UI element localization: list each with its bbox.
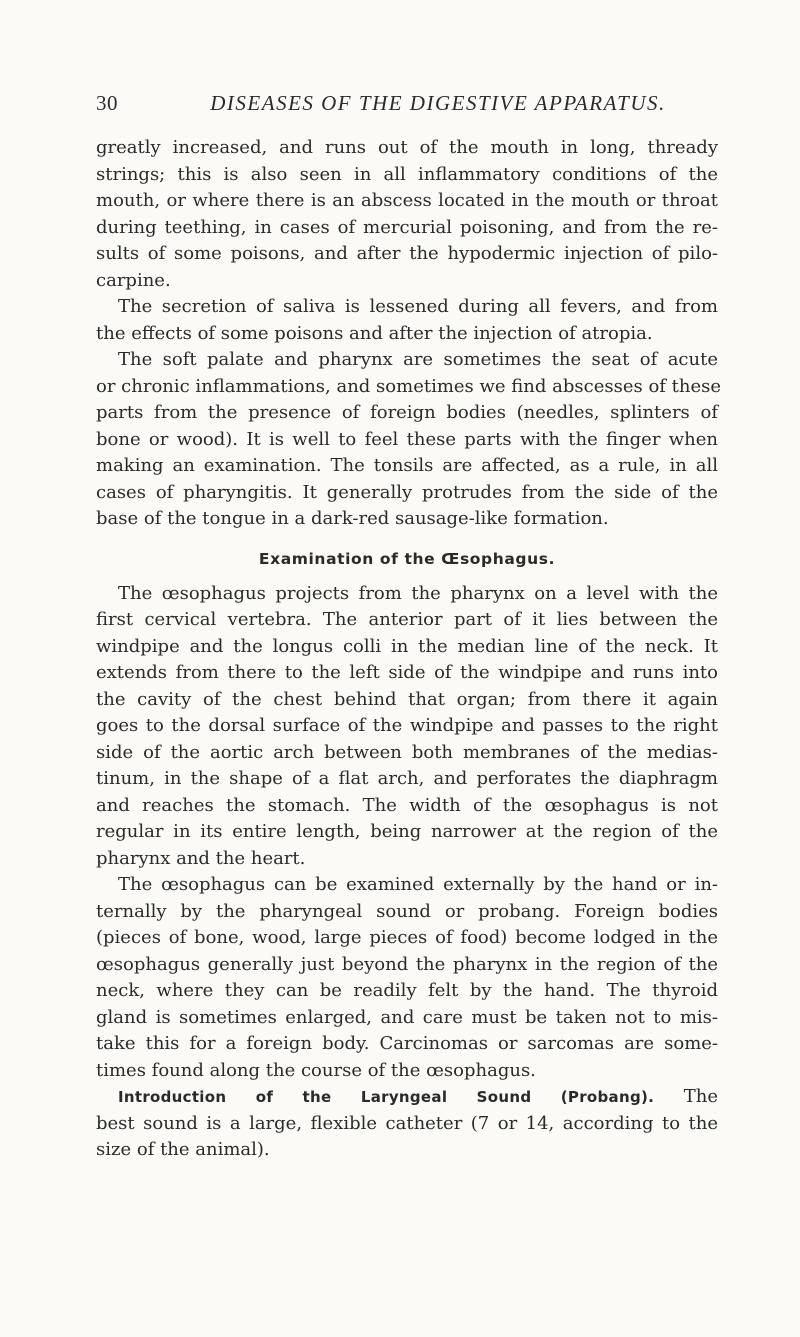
text-line: mouth, or where there is an abscess located in the mouth or throat: [96, 190, 718, 211]
text-line: œsophagus generally just beyond the pharynx in the region of the: [96, 953, 718, 975]
text-fragment: The: [683, 1086, 718, 1107]
text-line: gland is sometimes enlarged, and care must be taken not to mis-: [96, 1006, 718, 1028]
paragraph-probang: [96, 1084, 718, 1164]
text-line: The œsophagus can be examined externally by the hand or in-: [118, 874, 718, 895]
text-line: during teething, in cases of mercurial poisoning, and from the re-: [96, 216, 718, 238]
text-line: regular in its entire length, being narrower at the region of the: [96, 821, 718, 842]
text-line: tinum, in the shape of a flat arch, and perforates the diaphragm: [96, 768, 718, 789]
text-line: take this for a foreign body. Carcinomas or sarcomas are some-: [96, 1033, 718, 1054]
text-line: size of the animal).: [96, 1139, 270, 1160]
text-line: the effects of some poisons and after the injection of atropia.: [96, 322, 653, 344]
text-line: parts from the presence of foreign bodies (needles, splinters of: [96, 402, 718, 423]
text-line: windpipe and the longus colli in the median line of the neck. It: [96, 635, 718, 657]
paragraph-saliva-lessened: [96, 294, 718, 347]
text-line: carpine.: [96, 269, 171, 291]
text-line: cases of pharyngitis. It generally protrudes from the side of the: [96, 481, 718, 503]
paragraph-oesophagus-anatomy: [96, 581, 718, 873]
text-line: neck, where they can be readily felt by the hand. The thyroid: [96, 980, 718, 1001]
text-line: greatly increased, and runs out of the mouth in long, thready: [96, 137, 718, 158]
text-line: making an examination. The tonsils are affected, as a rule, in all: [96, 455, 718, 476]
text-line: (pieces of bone, wood, large pieces of food) become lodged in the: [96, 927, 718, 948]
text-line: The soft palate and pharynx are sometimes the seat of acute: [118, 349, 718, 370]
text-line: the cavity of the chest behind that organ; from there it again: [96, 688, 718, 710]
text-line: sults of some poisons, and after the hypodermic injection of pilo-: [96, 243, 718, 264]
text-line: first cervical vertebra. The anterior part of it lies between the: [96, 609, 718, 630]
text-line: bone or wood). It is well to feel these parts with the finger when: [96, 428, 718, 450]
running-title: DISEASES OF THE DIGESTIVE APPARATUS.: [210, 91, 666, 115]
paragraph-soft-palate: [96, 347, 722, 533]
text-line: goes to the dorsal surface of the windpipe and passes to the right: [96, 715, 718, 736]
run-in-heading: Introduction of the Laryngeal Sound (Probang).: [118, 1088, 655, 1106]
text-line: and reaches the stomach. The width of the œsophagus is not: [96, 794, 718, 816]
text-line: [96, 1084, 718, 1111]
text-line: or chronic inflammations, and sometimes we find abscesses of these: [96, 375, 722, 397]
text-line: strings; this is also seen in all inflammatory conditions of the: [96, 163, 718, 185]
text-line: ternally by the pharyngeal sound or probang. Foreign bodies: [96, 900, 718, 922]
page-number: 30: [96, 91, 118, 115]
text-line: pharynx and the heart.: [96, 847, 306, 869]
text-line: base of the tongue in a dark-red sausage-like formation.: [96, 508, 609, 529]
text-line: times found along the course of the œsophagus.: [96, 1059, 536, 1081]
running-header: [96, 88, 718, 118]
section-heading: Examination of the Œsophagus.: [258, 549, 556, 568]
paragraph-saliva-increase: [96, 135, 718, 294]
text-line: side of the aortic arch between both membranes of the medias-: [96, 741, 718, 763]
text-line: best sound is a large, flexible catheter (7 or 14, according to the: [96, 1112, 718, 1134]
text-line: extends from there to the left side of the windpipe and runs into: [96, 662, 718, 683]
text-line: The œsophagus projects from the pharynx on a level with the: [118, 582, 718, 604]
body-text: [96, 135, 722, 1164]
paragraph-oesophagus-examination: [96, 872, 718, 1084]
text-line: The secretion of saliva is lessened during all fevers, and from: [118, 296, 718, 317]
